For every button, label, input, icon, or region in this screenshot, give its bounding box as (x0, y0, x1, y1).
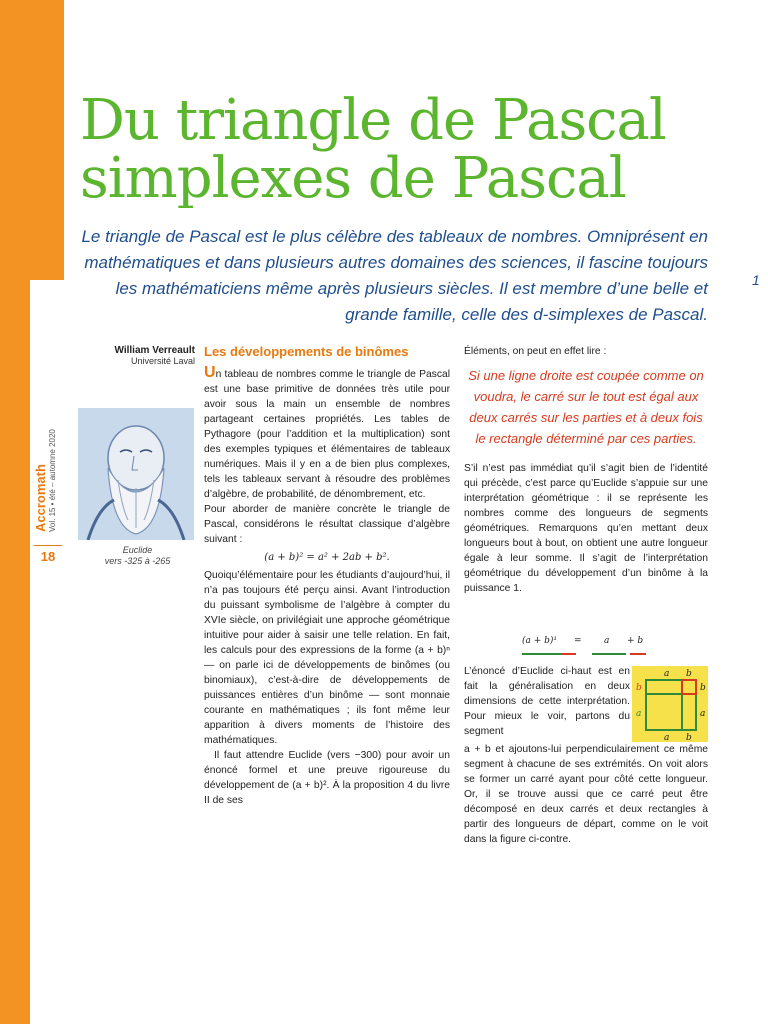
mini-eq-lhs: (a + b)¹ (522, 636, 558, 646)
author-name: William Verreault (114, 345, 195, 356)
column-1 (204, 344, 450, 808)
mini-eq-a: a (604, 636, 610, 646)
article-title (80, 92, 768, 208)
page-number: 18 (34, 545, 62, 564)
col2-paragraph-2-narrow: L’énoncé d’Euclide ci-haut est en fait la généralisation en deux dimensions de cette interprétation. Pour mieux le voir, partons du segment (464, 666, 630, 737)
svg-text:b: b (686, 733, 692, 742)
euclid-portrait (78, 408, 194, 540)
col1-paragraph-3: Quoiqu’élémentaire pour les étudiants d’aujourd’hui, il n’a pas toujours été perçu ainsi. Avant l’introduction du puissant symbolisme de l’algèbre à compter du XVIe siècle, on privilégiait une approche géométrique intuitive pour aider à saisir une telle relation. En fait, les calculs pour des expressions de la forme (a + b)ⁿ — on parle ici de développements de binômes (ou binomiaux), c’est-à-dire de développements de puissances entières d’un binôme — sont monnaie courante en mathématiques ; ils font même leur apparition à divers moments de l’histoire des mathématiques. (204, 570, 450, 746)
mini-eq-equals: = (574, 636, 582, 646)
col1-paragraph-1 (204, 365, 450, 502)
author-block (80, 345, 195, 366)
section-heading: Les développements de binômes (204, 344, 409, 359)
title-line-1: Du triangle de Pascal (80, 92, 666, 153)
column-2-narrow (464, 664, 630, 739)
binomial-power-one (522, 636, 672, 660)
svg-text:b: b (700, 683, 706, 693)
svg-text:a: a (664, 733, 670, 742)
column-2 (464, 344, 708, 596)
sidebar-white-strip (30, 280, 64, 1024)
segment-lines (522, 650, 672, 658)
article-lead: Le triangle de Pascal est le plus célèbre des tableaux de nombres. Omniprésent en mathématiques et dans plusieurs autres domaines des sciences, il fascine toujours les mathématiciens même après plusieurs siècles. Il est membre d’une belle et grande famille, celle des d-simplexes de Pascal. (81, 227, 708, 324)
title-line-2: simplexes de Pascal (80, 146, 626, 208)
col1-paragraph-2: Pour aborder de manière concrète le triangle de Pascal, considérons le résultat classique d’algèbre suivant : (204, 504, 450, 545)
svg-text:a: a (636, 709, 642, 719)
svg-text:b: b (636, 683, 642, 693)
col2-paragraph-2-full: a + b et ajoutons-lui perpendiculairement ce même segment à chacune de ses extrémités. On voit alors se former un carré ayant pour côté cette longueur. Or, il se trouve aussi que ce carré peut être décomposé en deux carrés et deux rectangles à partir des longueurs de départ, comme on le voit dans la figure ci-contre. (464, 744, 708, 845)
drop-cap: U (204, 364, 216, 381)
caption-line-2: vers -325 à -265 (104, 556, 171, 566)
col2-intro: Éléments, on peut en effet lire : (464, 346, 607, 357)
euclid-quote: Si une ligne droite est coupée comme on voudra, le carré sur le tout est égal aux deux carrés sur les parties et à deux fois le rectangle déterminé par ces parties. (468, 368, 704, 446)
portrait-caption (80, 545, 195, 567)
col1-p1-text: n tableau de nombres comme le triangle de Pascal est une base primitive de données très utile pour avoir sous la main un ensemble de nombres partageant certaines propriétés. Les tables de Pythagore (pour l’addition et la multiplication) sont des exemples typiques et élémentaires de tableaux numériques. Mais il y en a de bien plus complexes, tels les tableaux servant à résoudre des problèmes d’algèbre, de probabilité, de dénombrement, etc. (204, 369, 450, 500)
col1-paragraph-4: Il faut attendre Euclide (vers −300) pour avoir un énoncé formel et une preuve rigoureuse du développement de (a + b)². À la proposition 4 du livre II de ses (204, 750, 450, 806)
svg-text:a: a (700, 709, 706, 719)
column-2-full (464, 742, 708, 847)
svg-text:a: a (664, 669, 670, 679)
dossier-word: Dossier (110, 835, 159, 990)
applications-word: Applications (110, 610, 159, 836)
magazine-name: Accromath (33, 464, 48, 532)
margin-note: 1 (752, 272, 760, 288)
col2-paragraph-1: S’il n’est pas immédiat qu’il s’agit bien de l’identité qui précède, c’est parce qu’Euclide s’appuie sur une interprétation géométrique : il se représente les nombres comme des longueurs de segments géométriques. Remarquons qu’en mettant deux longueurs bout à bout, on obtient une autre longueur égale à leur somme. Il s’agit de l’interprétation géométrique du développement d’un binôme à la puissance 1. (464, 463, 708, 594)
volume-info: Vol. 15 • été – automne 2020 (48, 429, 57, 532)
mini-eq-b: + b (627, 636, 644, 646)
author-affiliation: Université Laval (130, 356, 195, 366)
dossier-label (110, 610, 160, 990)
caption-line-1: Euclide (122, 545, 153, 555)
square-decomposition-figure (632, 666, 708, 742)
main-formula: (a + b)² = a² + 2ab + b². (264, 552, 390, 563)
svg-text:b: b (686, 669, 692, 679)
